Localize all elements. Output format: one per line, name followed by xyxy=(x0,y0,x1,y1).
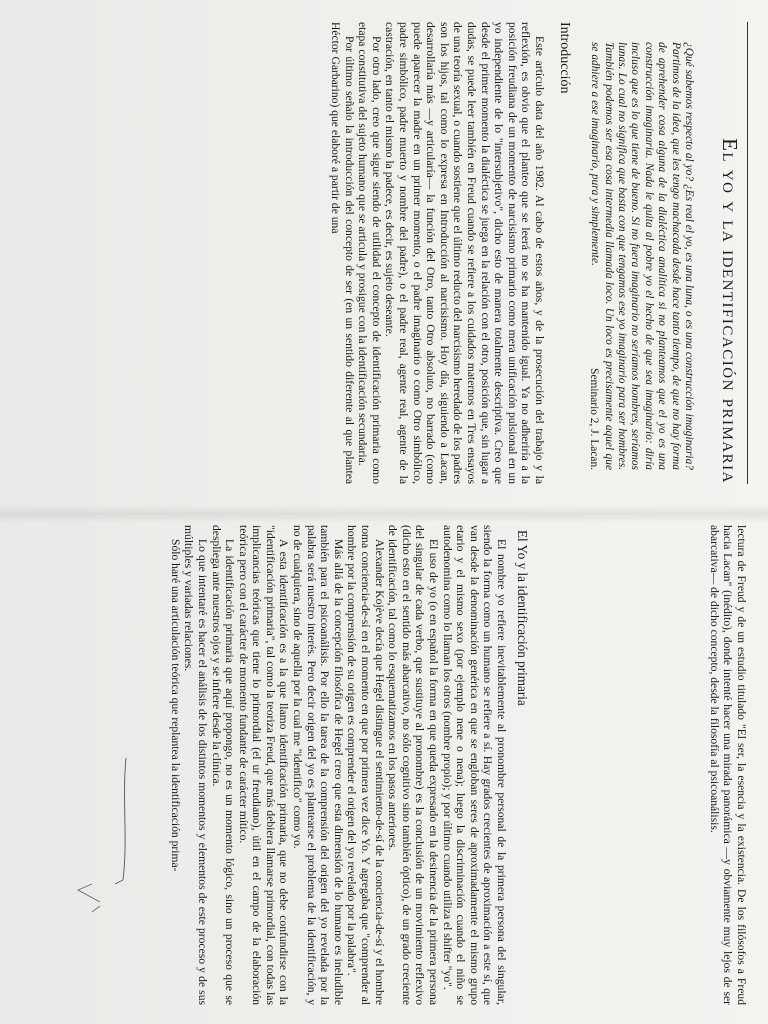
introduction-heading: Introducción xyxy=(557,22,572,94)
paragraph: El nombre yo refiere inevitablemente al pronombre personal de la primera persona del singular, siendo la forma como un humano se refiere a sí. Hay grados crecientes de aproximación a este sí, que van desde la denominación genérica en que se engloban seres de aproximadamente el mismo grupo etario y el mismo sexo (por ejemplo nene o nena); luego la discriminación cuando el niño se autodenomina como lo llaman los otros (nombre propio); y por último cuando utiliza el shifter "yo". xyxy=(440,525,508,1005)
pencil-tick xyxy=(92,906,100,912)
pencil-checkmark xyxy=(78,884,100,902)
paragraph: La identificación primaria que aquí propongo, no es un momento lógico, sino un proceso que se despliega ante nuestros ojos y se infiere desde la clínica. xyxy=(209,525,237,1005)
paragraph: Por último señalo la introducción del concepto de ser (en un sentido diferente al que plantea Héctor Garbarino) que elaboré a partir de una xyxy=(329,22,356,484)
paragraph: Lo que intentaré es hacer el análisis de los distintos momentos y elementos de este proceso y de sus múltiples y variadas relaciones. xyxy=(182,525,209,1005)
paragraph: A esta identificación es a la que llamo identificación primaria, que no debe confundirse con la "identificación primaria", tal como la teoriza Freud, que más debiera llamarse primordial, con todas las implicancias teóricas que tiene lo primordial (el ur freudiano), útil en el campo de la elaboración teórica pero con el carácter de momento fundante de carácter mítico. xyxy=(236,525,291,1005)
chapter-title: El yo y la identificación primaria xyxy=(718,138,742,484)
paragraph: Sólo haré una articulación teórica que replantea la identificación prima- xyxy=(168,539,182,872)
pencil-bracket xyxy=(115,880,123,884)
paragraph: Este artículo data del año 1982. Al cabo de estos años, y de la prosecución del trabajo y la reflexión, es obvio que el planteo que se leerá no se ha mantenido igual. Ya no adheriría a la posición freudiana de un momento de narcisismo primario como mera unificación pulsional en un yo independiente de lo "intersubjetivo", dicho esto de manera totalmente descriptiva. Creo que desde el primer momento la dialéctica se juega en la relación con el otro, posición que, sin lugar a dudas, se puede leer también en Freud cuando se refiere a los cuidados maternos en Tres ensayos de una teoría sexual, o cuando sostiene que el último reducto del narcisismo heredado de los padres son los hijos, tal como lo expresa en Introducción al narcisismo. Hoy día, siguiendo a Lacan, desarrollaría más —y articularía— la función del Otro, tanto Otro absoluto, no barrado (como puede aparecer la madre en un primer momento, o el padre imaginario o como Otro simbólico, padre simbólico, padre muerto y nombre del padre), o el padre real, agente real, agente de la castración, en tanto el mismo la padece, es decir, es sujeto deseante. xyxy=(383,22,546,484)
paragraph: El uso de yo (o en español la forma en que queda expresado en la desinencia de la primera persona del singular de cada verbo, que sustituye al pronombre) es la conclusión de un movimiento reflexivo (dicho esto en el sentido más abarcativo, no sólo cognitivo sino también óptico), de un grado creciente de identificación, tal como lo esquematizamos en los pasos anteriores. xyxy=(386,525,441,1005)
paragraph: Alexander Kojève decía que Hegel distingue el sentimiento-de-sí de la conciencia-de-sí y el hombre toma conciencia-de-sí en el momento en que por primera vez dice Yo. Y agregaba que "comprender al hombre por la comprensión de su origen es comprender el origen del yo revelado por la palabra". xyxy=(345,525,386,1005)
pencil-underline xyxy=(123,758,126,880)
epigraph-source: Seminario 2, J. Lacan. xyxy=(588,368,600,470)
paragraph: lectura de Freud y de un estudio titulado "El ser, la esencia y la existencia. De los filósofos a Freud hacia Lacan" (inédito), donde intenté hacer una mirada panorámica —y obviamente muy lejos de ser abarcativa— de dicho concepto, desde la filosofía al psicoanálisis. xyxy=(707,525,748,1005)
identification-heading: El Yo y la identificación primaria xyxy=(515,530,530,706)
epigraph-text: ¿Qué sabemos respecto al yo? ¿Es real el yo, es una luna, o es una construcción imaginaria? Partimos de la idea, que les tengo machacada desde hace tanto tiempo, de que no hay forma de aprehender cosa alguna de la dialéctica analítica si no planteamos que el yo es una construcción imaginaria. Nada le quita al pobre yo el hecho de que sea imaginario: diría incluso que es lo que tiene de bueno. Si no fuera imaginario no seríamos hombres, seríamos lunas. Lo cual no significa que basta con que tengamos ese yo imaginario para ser hombres. También podemos ser esa cosa intermedia llamada loco. Un loco es precisamente aquel que se adhiere a ese imaginario, pura y simplemente. xyxy=(589,42,695,470)
paragraph: Por otro lado, creo que sigue siendo de utilidad el concepto de identificación primaria como etapa constitutiva del sujeto humano que se articula y prosigue con la identificación secundaria. xyxy=(356,22,383,484)
paragraph: Más allá de la concepción filosófica de Hegel creo que esta dimensión de lo humano es ineludible también para el psicoanálisis. Por ello la tarea de la comprensión del origen del yo revelada por la palabra será nuestro interés. Pero decir origen del yo es plantearse el problema de la identificación, y no de cualquiera, sino de aquella por la cual me "identifico" como yo. xyxy=(291,525,345,1005)
